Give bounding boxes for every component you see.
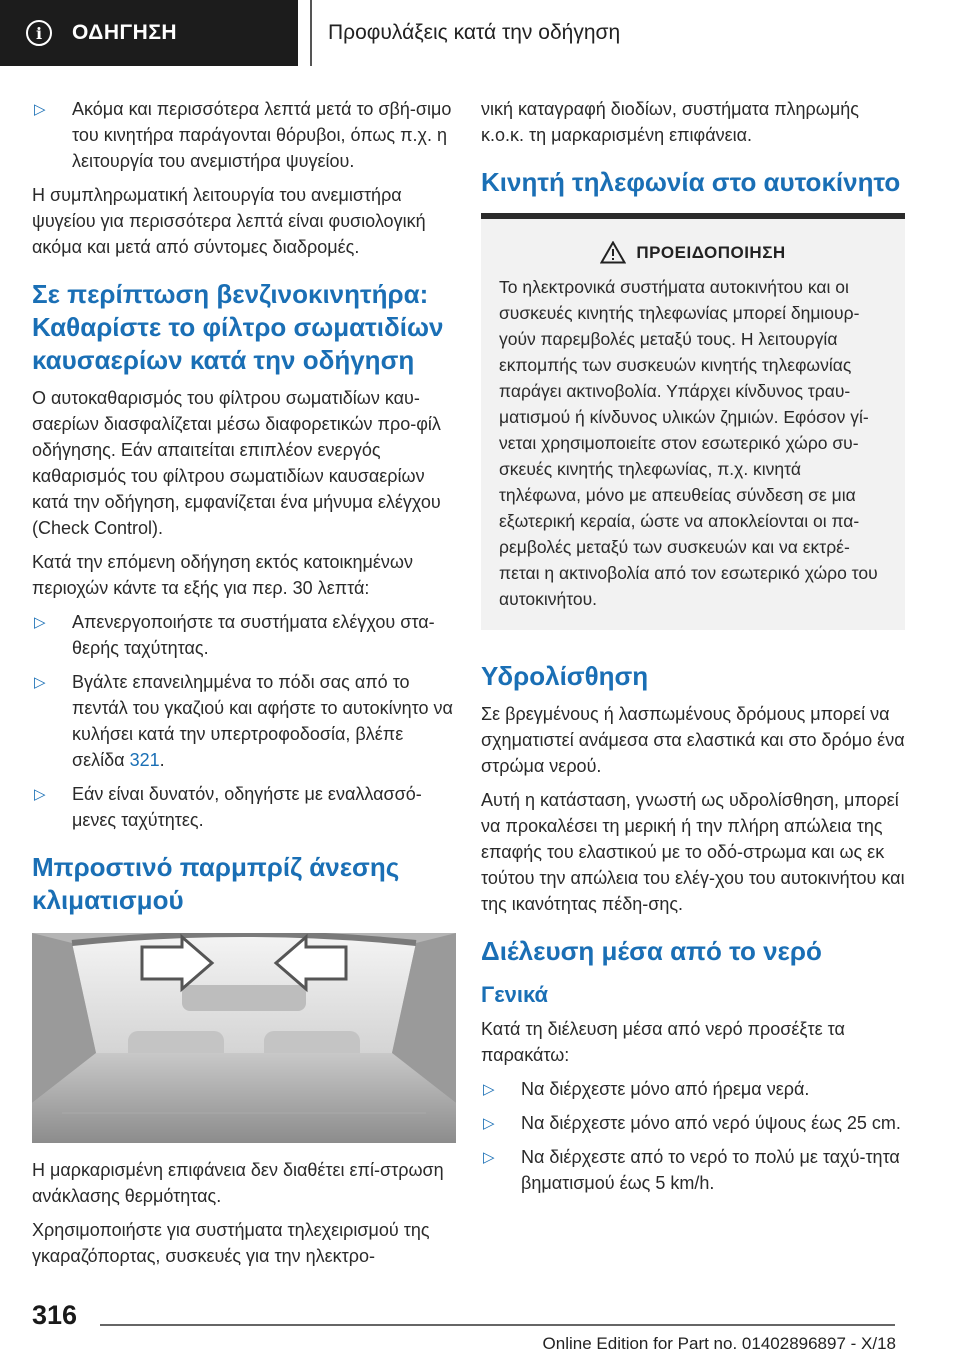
page-footer <box>0 1290 960 1362</box>
heading-water-crossing: Διέλευση μέσα από το νερό <box>481 936 822 966</box>
section-title: ΟΔΗΓΗΣΗ <box>72 21 178 44</box>
triangle-bullet-icon: ▷ <box>483 1149 495 1166</box>
triangle-bullet-icon: ▷ <box>34 786 46 803</box>
section-tab <box>0 0 298 66</box>
header-divider <box>298 0 310 66</box>
list-item <box>32 96 456 174</box>
paragraph-aquaplaning-1: Σε βρεγμένους ή λασπωμένους δρόμους μπορεί να σχηματιστεί ανάμεσα στα ελαστικά και στο δρόμο ένα στρώμα νερού. <box>481 704 905 776</box>
subheading-general: Γενικά <box>481 982 549 1007</box>
list-item <box>481 1076 905 1102</box>
paragraph-continued: νική καταγραφή διοδίων, συστήματα πληρωμής κ.ο.κ. τη μαρκαρισμένη επιφάνεια. <box>481 99 859 145</box>
paragraph-filter-2: Κατά την επόμενη οδήγηση εκτός κατοικημένων περιοχών κάντε τα εξής για περ. 30 λεπτά: <box>32 552 413 598</box>
heading-particulate-filter: Σε περίπτωση βενζινοκινητήρα: Καθαρίστε το φίλτρο σωματιδίων καυσαερίων κατά την οδήγηση <box>32 279 444 375</box>
list-item-text: Εάν είναι δυνατόν, οδηγήστε με εναλλασσό-μενες ταχύτητες. <box>72 784 422 830</box>
left-column <box>32 96 456 1277</box>
warning-triangle-icon <box>600 241 626 264</box>
list-item <box>481 1144 905 1196</box>
chapter-tab <box>310 0 960 66</box>
triangle-bullet-icon: ▷ <box>34 101 46 118</box>
paragraph-windshield-2: Χρησιμοποιήστε για συστήματα τηλεχειρισμού της γκαραζόπορτας, συσκευές για την ηλεκτρο- <box>32 1220 430 1266</box>
list-item-text: Ακόμα και περισσότερα λεπτά μετά το σβή-σιμο του κινητήρα παράγονται θόρυβοι, όπως π.χ. η λειτουργία του ανεμιστήρα ψυγείου. <box>72 99 452 171</box>
list-item-text: Να διέρχεστε μόνο από ήρεμα νερά. <box>521 1079 810 1099</box>
paragraph-water: Κατά τη διέλευση μέσα από νερό προσέξτε τα παρακάτω: <box>481 1019 845 1065</box>
warning-text: Το ηλεκτρονικά συστήματα αυτοκινήτου και οι συσκευές κινητής τηλεφωνίας μπορεί δημιουρ-γούν παρεμβολές μεταξύ τους. Η λειτουργία εκπομπής των συσκευών κινητής τηλεφωνίας παράγει ακτινοβολία. Υπάρχει κίνδυνος τραυ-ματισμού ή κίνδυνος υλικών ζημιών. Εφόσον γί-νεται χρησιμοποιείτε στον εσωτερικό χώρο συ-σκευές κινητής τηλεφωνίας, π.χ. κινητά τηλέφωνα, μόνο με απευθείας σύνδεση σε μια εξωτερική κεραία, ώστε να αποκλείονται οι πα-ρεμβολές μεταξύ των συσκευών και να εκτρέ-πεται η ακτινοβολία από τον εσωτερικό χώρο του αυτοκινήτου. <box>499 277 878 609</box>
list-item: ▷ Βγάλτε επανειλημμένα το πόδι σας από το πεντάλ του γκαζιού και αφήστε το αυτοκίνητο να κυλήσει κατά την υπερτροφοδοσία, βλέπε σελίδα 321. <box>34 672 453 770</box>
warning-header <box>499 241 887 264</box>
car-interior-illustration <box>32 933 456 1143</box>
list-item <box>32 781 456 833</box>
heading-mobile-phone: Κινητή τηλεφωνία στο αυτοκίνητο <box>481 167 901 197</box>
triangle-bullet-icon: ▷ <box>34 674 46 691</box>
heading-windshield: Μπροστινό παρμπρίζ άνεσης κλιματισμού <box>32 852 400 915</box>
list-item-text: Βγάλτε επανειλημμένα το πόδι σας από το πεντάλ του γκαζιού και αφήστε το αυτοκίνητο να κυλήσει κατά την υπερτροφοδοσία, βλέπε σελίδα <box>72 672 453 770</box>
footer-rule <box>100 1324 895 1326</box>
page-number: 316 <box>32 1300 78 1330</box>
paragraph-fan: Η συμπληρωματική λειτουργία του ανεμιστήρα ψυγείου για περισσότερα λεπτά είναι φυσιολογική ακόμα και μετά από σύντομες διαδρομές. <box>32 185 426 257</box>
page-reference-link[interactable]: 321 <box>129 750 160 770</box>
right-column <box>481 96 905 1204</box>
list-item-text: Απενεργοποιήστε τα συστήματα ελέγχου στα-θερής ταχύτητας. <box>72 612 435 658</box>
page-header <box>0 0 960 66</box>
triangle-bullet-icon: ▷ <box>483 1081 495 1098</box>
list-item-text: Να διέρχεστε από το νερό το πολύ με ταχύ-τητα βηματισμού έως 5 km/h. <box>521 1147 900 1193</box>
triangle-bullet-icon: ▷ <box>483 1115 495 1132</box>
warning-title: ΠΡΟΕΙΔΟΠΟΙΗΣΗ <box>636 242 786 262</box>
paragraph-aquaplaning-2: Αυτή η κατάσταση, γνωστή ως υδρολίσθηση, μπορεί να προκαλέσει τη μερική ή την πλήρη απώλεια της επαφής του ελαστικού με το οδό-στρωμα και ως εκ τούτου την απώλεια του ελέγ-χου του αυτοκινήτου και της ικανότητας πέδη-σης. <box>481 790 905 914</box>
edition-info: Online Edition for Part no. 01402896897 - X/18 <box>542 1334 896 1353</box>
heading-aquaplaning: Υδρολίσθηση <box>481 661 649 691</box>
paragraph-filter-1: Ο αυτοκαθαρισμός του φίλτρου σωματιδίων καυ-σαερίων διασφαλίζεται μέσω διαφορετικών προ-φίλ οδήγησης. Εάν απαιτείται επιπλέον ενεργός καθαρισμός του φίλτρου σωματιδίων καυσαερίων κατά την οδήγηση, εμφανίζεται ένα μήνυμα ελέγχου (Check Control). <box>32 388 441 538</box>
chapter-title: Προφυλάξεις κατά την οδήγηση <box>328 21 621 44</box>
windshield-photo <box>32 933 456 1143</box>
warning-box <box>481 213 905 630</box>
info-icon: i <box>26 20 52 46</box>
paragraph-windshield-1: Η μαρκαρισμένη επιφάνεια δεν διαθέτει επί-στρωση ανάκλασης θερμότητας. <box>32 1160 444 1206</box>
triangle-bullet-icon: ▷ <box>34 614 46 631</box>
list-item <box>481 1110 905 1136</box>
list-item <box>32 609 456 661</box>
list-item-text: Να διέρχεστε μόνο από νερό ύψους έως 25 cm. <box>521 1113 901 1133</box>
